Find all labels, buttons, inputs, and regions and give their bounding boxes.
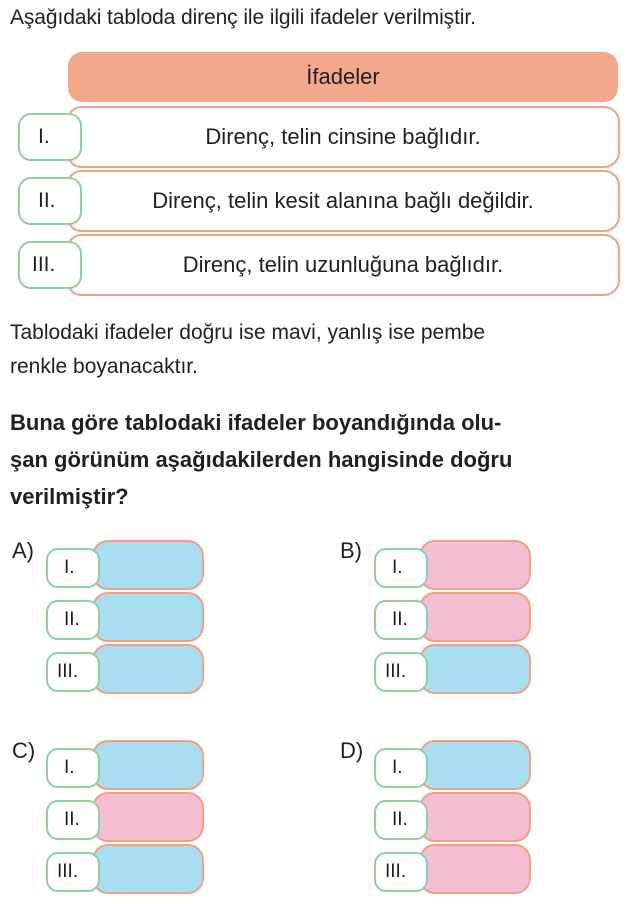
color-pill-pembe: [419, 792, 531, 842]
option-row-number: III.: [374, 652, 428, 692]
option-row-number: II.: [374, 800, 428, 840]
question-line: verilmiştir?: [10, 484, 129, 509]
color-pill-pembe: [419, 592, 531, 642]
color-pill-mavi: [419, 644, 531, 694]
option-row-number: II.: [374, 600, 428, 640]
option-letter: D): [340, 738, 364, 763]
color-pill-pembe: [92, 792, 204, 842]
question-text: [10, 404, 629, 515]
color-pill-mavi: [92, 592, 204, 642]
option-row-number: I.: [374, 748, 428, 788]
instruction-line: Tablodaki ifadeler doğru ise mavi, yanlış ise pembe: [10, 321, 486, 344]
intro-text: Aşağıdaki tabloda direnç ile ilgili ifadeler verilmiştir.: [10, 6, 476, 29]
color-pill-mavi: [419, 740, 531, 790]
color-pill-pembe: [419, 540, 531, 590]
option-row-number: I.: [46, 748, 100, 788]
question-line: Buna göre tablodaki ifadeler boyandığında olu-: [10, 410, 502, 435]
instruction-line: renkle boyanacaktır.: [10, 355, 198, 378]
color-pill-mavi: [92, 844, 204, 894]
option-row-number: III.: [46, 652, 100, 692]
color-pill-pembe: [419, 844, 531, 894]
statement-row-1: Direnç, telin cinsine bağlıdır.: [66, 106, 620, 168]
statement-row-2: Direnç, telin kesit alanına bağlı değildir.: [66, 170, 620, 232]
option-letter: A): [12, 538, 34, 563]
question-line: şan görünüm aşağıdakilerden hangisinde doğru: [10, 447, 513, 472]
color-pill-mavi: [92, 644, 204, 694]
table-header: İfadeler: [68, 52, 618, 102]
option-row-number: II.: [46, 800, 100, 840]
statement-row-3: Direnç, telin uzunluğuna bağlıdır.: [66, 234, 620, 296]
color-pill-mavi: [92, 740, 204, 790]
option-letter: B): [340, 538, 362, 563]
statement-number-2: II.: [18, 177, 82, 225]
option-row-number: II.: [46, 600, 100, 640]
statement-number-3: III.: [18, 241, 82, 289]
statement-number-1: I.: [18, 113, 82, 161]
option-row-number: I.: [374, 548, 428, 588]
option-row-number: III.: [46, 852, 100, 892]
color-pill-mavi: [92, 540, 204, 590]
instruction-text: [10, 316, 485, 384]
option-letter: C): [12, 738, 36, 763]
option-row-number: I.: [46, 548, 100, 588]
option-row-number: III.: [374, 852, 428, 892]
